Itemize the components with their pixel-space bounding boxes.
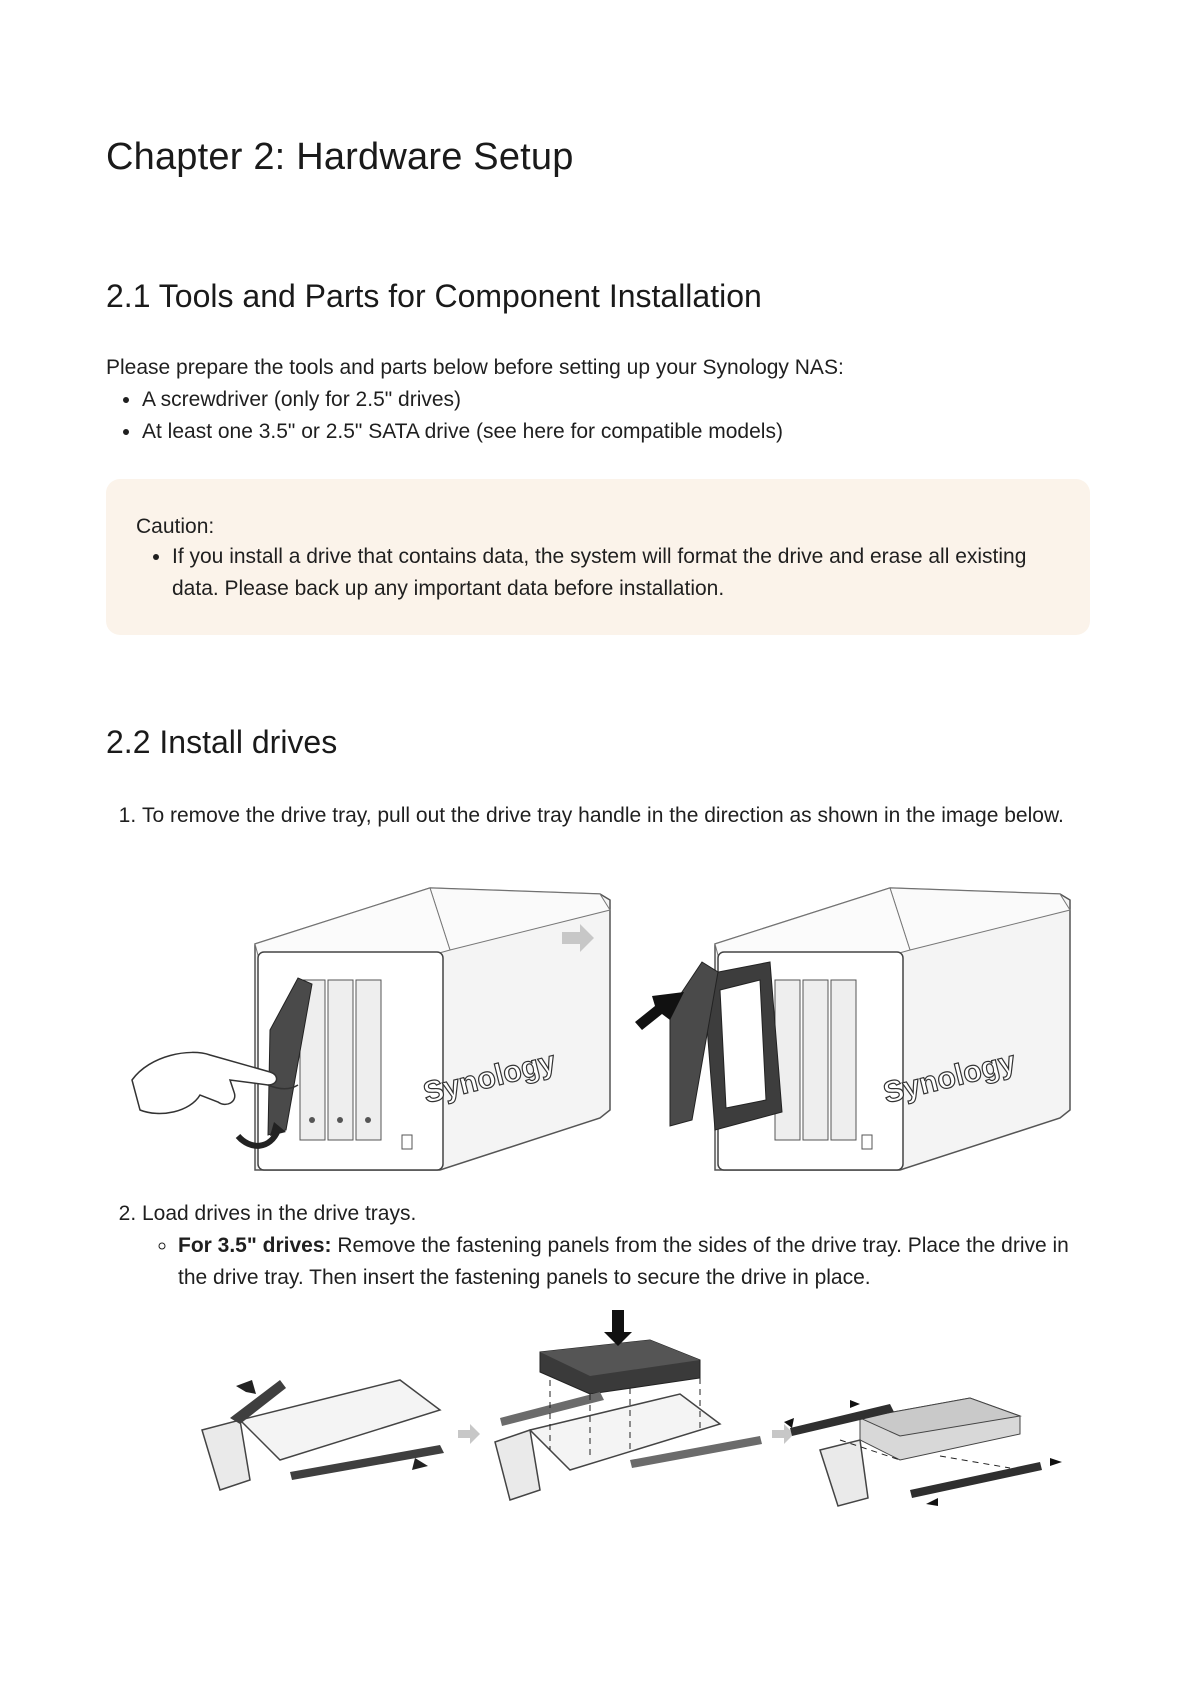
section-title-tools: 2.1 Tools and Parts for Component Installation <box>106 278 762 314</box>
steps-list-1 <box>106 800 1102 832</box>
down-arrow-icon <box>604 1310 632 1346</box>
brand-logo: Synology <box>880 1045 1020 1111</box>
figure-load-drive-tray <box>200 1310 1080 1510</box>
step-2-text: Load drives in the drive trays. <box>142 1202 417 1225</box>
arrow-icon <box>1050 1458 1062 1466</box>
step-1: 1. To remove the drive tray, pull out the drive tray handle in the direction as shown in the image below. <box>142 800 1102 832</box>
step-2-sublist <box>142 1230 1102 1294</box>
next-step-arrow-icon <box>458 1424 480 1444</box>
arrow-icon <box>236 1380 256 1394</box>
drive-tray-open-illustration <box>202 1380 444 1490</box>
tools-list <box>106 384 783 448</box>
list-item: • At least one 3.5" or 2.5" SATA drive (see here for compatible models) <box>142 416 783 448</box>
caution-list <box>136 541 1072 605</box>
chapter-title: Chapter 2: Hardware Setup <box>106 136 574 178</box>
step-2 <box>142 1198 1102 1294</box>
steps-list-2 <box>106 1198 1102 1294</box>
drive-insert-illustration <box>495 1310 762 1500</box>
arrow-icon <box>412 1458 428 1470</box>
caution-box <box>106 479 1090 635</box>
sub-item-3-5-drives <box>178 1230 1102 1294</box>
arrow-icon <box>926 1498 938 1506</box>
sub-item-label: For 3.5" drives: <box>178 1234 332 1257</box>
brand-logo: Synology <box>420 1045 560 1111</box>
caution-text: • If you install a drive that contains data, the system will format the drive and erase all existing data. Please back up any important data before installation. <box>172 541 1072 605</box>
caution-title: Caution: <box>136 515 215 538</box>
figure-remove-drive-tray <box>130 880 1090 1180</box>
section-title-install: 2.2 Install drives <box>106 724 338 760</box>
drive-secured-illustration <box>784 1398 1062 1506</box>
nas-illustration-right <box>670 888 1070 1170</box>
sub-item-text: Remove the fastening panels from the sides of the drive tray. Place the drive in the drive tray. Then insert the fastening panels to secure the drive in place. <box>178 1234 1069 1289</box>
nas-illustration-left <box>255 888 610 1170</box>
list-item: • A screwdriver (only for 2.5" drives) <box>142 384 783 416</box>
tools-intro: Please prepare the tools and parts below before setting up your Synology NAS: <box>106 356 844 379</box>
arrow-icon <box>850 1400 860 1408</box>
